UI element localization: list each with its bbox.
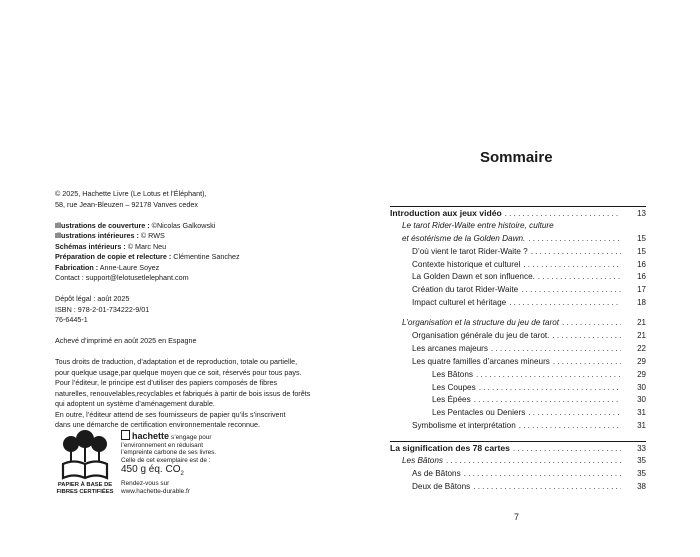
toc-entry[interactable]: Les Coupes . . . 30 (390, 383, 646, 396)
credit-cover: Illustrations de couverture : ©Nicolas Galkowski (55, 220, 216, 230)
toc-entry[interactable]: D’où vient le tarot Rider-Waite ? . . . 15 (390, 247, 646, 260)
address-line: 58, rue Jean-Bleuzen – 92178 Vanves cedex (55, 199, 198, 209)
badge-label: PAPIER À BASE DE FIBRES CERTIFIÉES (56, 482, 114, 495)
credit-contact: Contact : support@lelotusetlelephant.com (55, 273, 189, 282)
toc-entry[interactable]: As de Bâtons . . . 35 (390, 469, 646, 482)
toc-entry[interactable]: Les Bâtons . . . 35 (390, 456, 646, 469)
hachette-logo: hachette (132, 431, 170, 441)
credit-interior: Illustrations intérieures : © RWS (55, 231, 165, 240)
rights-line: naturelles, renouvelables,recyclables et fabriqués à partir de bois issus de forêts (55, 388, 311, 398)
toc-entry[interactable]: et ésotérisme de la Golden Dawn. . . . 15 (390, 234, 646, 247)
toc-entry[interactable]: Deux de Bâtons . . . 38 (390, 482, 646, 495)
toc-entry[interactable]: Impact culturel et héritage . . . 18 (390, 298, 646, 311)
isbn: ISBN : 978-2-01-734222-9/01 (55, 304, 150, 314)
toc-entry[interactable]: Les arcanes majeurs . . . 22 (390, 344, 646, 357)
hachette-url: www.hachette-durable.fr (121, 487, 190, 495)
rights-line: qui adoptent un système d’aménagement durable. (55, 399, 215, 408)
table-of-contents (390, 206, 646, 495)
rights-line: Pour l’éditeur, le principe est d’utiliser des papiers composés de fibres (55, 378, 278, 387)
toc-entry[interactable]: Contexte historique et culturel . . . 16 (390, 260, 646, 273)
rights-line: dans une démarche de certification environnementale reconnue. (55, 420, 260, 429)
toc-entry[interactable]: L’organisation et la structure du jeu de tarot . . . 21 (390, 318, 646, 331)
edition-code: 76-6445-1 (55, 315, 88, 324)
hachette-carbon-note: hachette s’engage pour l’environnement en réduisant l’empreinte carbone de ses livres. Celle de cet exemplaire est de : 450 g éq. $CO_2$ Rendez-vous sur www.hachette-durable.fr (121, 430, 261, 496)
toc-entry[interactable]: Les Bâtons . . . 29 (390, 370, 646, 383)
publisher-line: © 2025, Hachette Livre (Le Lotus et l’Éléphant), (55, 189, 207, 198)
trees-book-icon (61, 430, 109, 480)
toc-entry[interactable]: Les Pentacles ou Deniers . . . 31 (390, 408, 646, 421)
rights-line: pour quelque usage,par quelque moyen que ce soit, réservés pour tous pays. (55, 367, 302, 377)
credit-diagrams: Schémas intérieurs : © Marc Neu (55, 241, 167, 251)
toc-entry[interactable]: Introduction aux jeux vidéo . . . 13 (390, 206, 646, 221)
hachette-logo-icon (121, 430, 130, 440)
page-number: 7 (514, 512, 520, 522)
toc-entry[interactable]: Le tarot Rider-Waite entre histoire, culture (402, 220, 554, 230)
printed-line: Achevé d’imprimé en août 2025 en Espagne (55, 336, 197, 345)
toc-entry[interactable]: La Golden Dawn et son influence. . . . 16 (390, 272, 646, 285)
rights-line: En outre, l’éditeur attend de ses fournisseurs de papier qu’ils s’inscrivent (55, 409, 286, 419)
eco-block (55, 430, 315, 500)
toc-entry[interactable]: Symbolisme et interprétation . . . 31 (390, 421, 646, 434)
toc-entry[interactable]: La signification des 78 cartes . . . 33 (390, 441, 646, 456)
certified-fibres-badge (55, 430, 113, 498)
copyright-block (55, 189, 315, 431)
carbon-value: 450 g éq. $CO_2$ (121, 464, 184, 478)
toc-entry[interactable]: Les quatre familles d’arcanes mineurs . . . 29 (390, 357, 646, 370)
toc-entry[interactable]: Les Épées . . . 30 (390, 395, 646, 408)
page-title: Sommaire (480, 149, 553, 166)
credit-production: Fabrication : Anne-Laure Soyez (55, 262, 160, 272)
rights-line: Tous droits de traduction, d’adaptation et de reproduction, totale ou partielle, (55, 357, 298, 366)
toc-entry[interactable]: Organisation générale du jeu de tarot. . . . 21 (390, 331, 646, 344)
legal-deposit: Dépôt légal : août 2025 (55, 294, 130, 303)
toc-entry[interactable]: Création du tarot Rider-Waite . . . 17 (390, 285, 646, 298)
credit-proofreading: Préparation de copie et relecture : Clémentine Sanchez (55, 252, 240, 261)
